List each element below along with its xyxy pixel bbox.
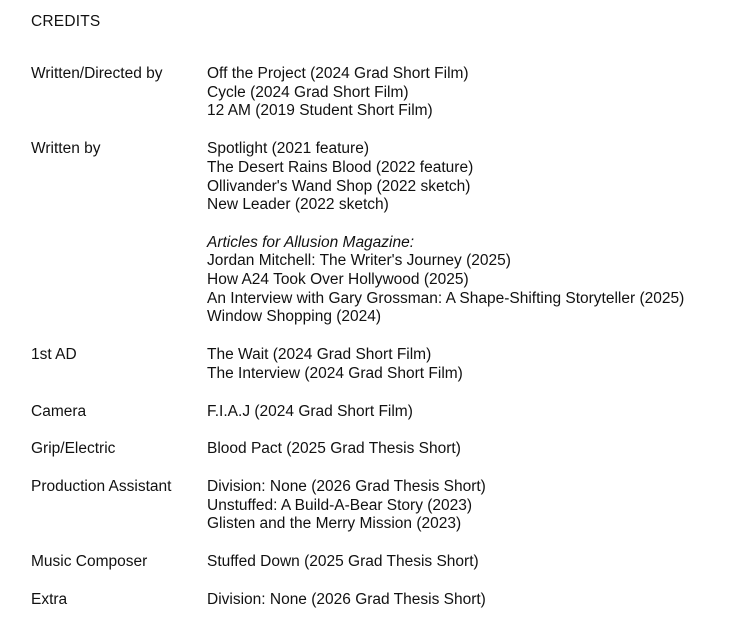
role-label: Grip/Electric bbox=[31, 440, 116, 458]
credit-item: The Wait (2024 Grad Short Film) bbox=[207, 346, 432, 364]
credit-item: The Interview (2024 Grad Short Film) bbox=[207, 364, 463, 382]
credit-section-camera bbox=[31, 403, 736, 422]
credit-item: Glisten and the Merry Mission (2023) bbox=[207, 515, 462, 533]
article-item: Window Shopping (2024) bbox=[207, 308, 382, 326]
credit-items bbox=[207, 591, 736, 610]
credit-item: New Leader (2022 sketch) bbox=[207, 196, 389, 214]
article-item: An Interview with Gary Grossman: A Shape-Shifting Storyteller (2025) bbox=[207, 289, 685, 307]
article-item: How A24 Took Over Hollywood (2025) bbox=[207, 271, 469, 289]
credit-section-written-by bbox=[31, 140, 736, 327]
credit-item: 12 AM (2019 Student Short Film) bbox=[207, 102, 433, 120]
credit-item: F.I.A.J (2024 Grad Short Film) bbox=[207, 402, 413, 420]
credit-item: Off the Project (2024 Grad Short Film) bbox=[207, 65, 469, 82]
credit-section-music-composer bbox=[31, 553, 736, 572]
role-label: Written by bbox=[31, 140, 101, 158]
role-label: Written/Directed by bbox=[31, 65, 163, 82]
credit-item: Division: None (2026 Grad Thesis Short) bbox=[207, 590, 486, 608]
credit-item: Unstuffed: A Build-A-Bear Story (2023) bbox=[207, 496, 473, 514]
page-title: CREDITS bbox=[31, 13, 101, 30]
role-label: Camera bbox=[31, 402, 87, 420]
credit-section-production-assistant bbox=[31, 478, 736, 534]
credit-item: Cycle (2024 Grad Short Film) bbox=[207, 83, 409, 101]
credit-items bbox=[207, 440, 736, 459]
credit-item: Division: None (2026 Grad Thesis Short) bbox=[207, 477, 486, 495]
article-item: Jordan Mitchell: The Writer's Journey (2025) bbox=[207, 252, 511, 270]
role-label: 1st AD bbox=[31, 346, 77, 364]
credit-items bbox=[207, 403, 736, 422]
credit-section-extra bbox=[31, 591, 736, 610]
credits-list bbox=[31, 65, 736, 609]
credit-section-grip-electric bbox=[31, 440, 736, 459]
credit-item: Stuffed Down (2025 Grad Thesis Short) bbox=[207, 553, 479, 571]
credit-item: Ollivander's Wand Shop (2022 sketch) bbox=[207, 177, 471, 195]
credit-section-1st-ad bbox=[31, 346, 736, 383]
role-label: Production Assistant bbox=[31, 477, 172, 495]
role-label: Extra bbox=[31, 590, 68, 608]
credit-items bbox=[207, 346, 736, 383]
credit-item: Blood Pact (2025 Grad Thesis Short) bbox=[207, 440, 461, 458]
credit-section-written-directed bbox=[31, 65, 736, 121]
role-label: Music Composer bbox=[31, 553, 148, 571]
credit-items bbox=[207, 65, 736, 121]
articles-subheading: Articles for Allusion Magazine: bbox=[207, 233, 415, 251]
credit-items bbox=[207, 478, 736, 534]
credit-items bbox=[207, 553, 736, 572]
credit-item: The Desert Rains Blood (2022 feature) bbox=[207, 158, 474, 176]
credit-items bbox=[207, 140, 736, 327]
credit-item: Spotlight (2021 feature) bbox=[207, 140, 369, 158]
